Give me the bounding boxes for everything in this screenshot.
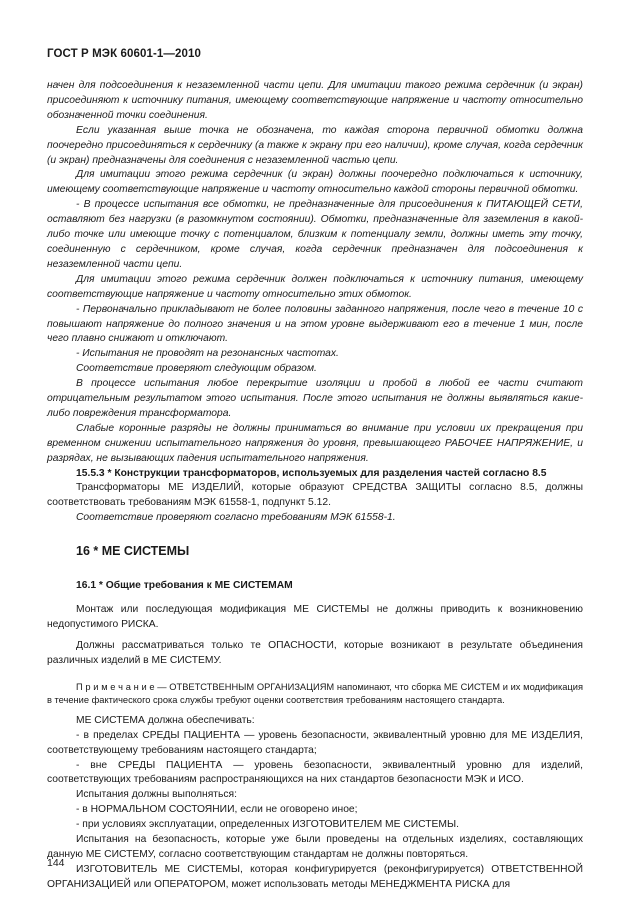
page-number: 144 [47,857,65,869]
list-item: - в НОРМАЛЬНОМ СОСТОЯНИИ, если не оговорено иное; [76,804,358,816]
paragraph: Для имитации этого режима сердечник (и экран) должны поочередно подключаться к источнику, имеющему соответствующие напряжение и частоту относительно каждой стороны первичной обмотки. [47,169,583,196]
paragraph: Испытания на безопасность, которые уже были проведены на отдельных изделиях, составляющих данную МЕ СИСТЕМУ, согласно соответствующим стандартам не должны повторяться. [47,834,583,860]
paragraph: Соответствие проверяют следующим образом. [76,363,317,375]
list-item: - в пределах СРЕДЫ ПАЦИЕНТА — уровень безопасности, эквивалентный уровню для МЕ ИЗДЕЛИЯ, соответствующему требованиям настоящего стандарта; [47,729,583,756]
paragraph: начен для подсоединения к незаземленной части цепи. Для имитации такого режима сердечник (и экран) присоединяют к источнику питания, имеющему соответствующие напряжение и частоту относительно обозначенной точки соединения. [47,80,583,121]
subsection-heading: 16.1 * Общие требования к МЕ СИСТЕМАМ [76,580,293,592]
paragraph: ИЗГОТОВИТЕЛЬ МЕ СИСТЕМЫ, которая конфигурируется (реконфигурируется) ОТВЕТСТВЕННОЙ ОРГАНИЗАЦИЕЙ или ОПЕРАТОРОМ, может использовать методы МЕНЕДЖМЕНТА РИСКА для [47,863,583,890]
paragraph: Слабые коронные разряды не должны приниматься во внимание при условии их прекращения при временном снижении испытательного напряжения до уровня, превышающего РАБОЧЕЕ НАПРЯЖЕНИЕ, и разрядах, не вызывающих падения испытательного напряжения. [47,422,583,464]
note-text: ОТВЕТСТВЕННЫМ ОРГАНИЗАЦИЯМ напоминают, что сборка МЕ СИСТЕМ и их модификация в течение фактического срока службы требуют оценки соответствия требованиям настоящего стандарта. [47,681,583,706]
paragraph: - Первоначально прикладывают не более половины заданного напряжения, после чего в течение 10 с повышают напряжение до полного значения и на этом уровне выдерживают его в течение 1 мин, после чего плавно снижают и отключают. [47,303,583,345]
paragraph: Монтаж или последующая модификация МЕ СИСТЕМЫ не должны приводить к возникновению недопустимого РИСКА. [47,604,583,631]
section-heading: 16 * МЕ СИСТЕМЫ [76,544,190,559]
list-item: - вне СРЕДЫ ПАЦИЕНТА — уровень безопасности, эквивалентный уровню для изделий, соответствующих требованиям распространяющихся на них стандартов безопасности МЭК и ИСО. [47,759,583,786]
paragraph: Если указанная выше точка не обозначена, то каждая сторона первичной обмотки должна поочередно присоединяться к сердечнику (а также к экрану при его наличии), кроме случая, когда сердечник (и экран) предназначены для соединения с незаземленной частью цепи. [47,124,583,166]
paragraph: В процессе испытания любое перекрытие изоляции и пробой в любой ее части считают отрицательным результатом этого испытания. После этого испытания не должны выявляться какие-либо повреждения трансформатора. [47,378,583,419]
paragraph: Трансформаторы МЕ ИЗДЕЛИЙ, которые образуют СРЕДСТВА ЗАЩИТЫ согласно 8.5, должны соответствовать требованиям МЭК 61558-1, подпункт 5.12. [47,482,583,509]
document-body [47,79,583,893]
paragraph: Должны рассматриваться только те ОПАСНОСТИ, которые возникают в результате объединения различных изделий в МЕ СИСТЕМУ. [47,640,583,666]
paragraph: МЕ СИСТЕМА должна обеспечивать: [76,714,255,726]
page-header: ГОСТ Р МЭК 60601-1—2010 [47,48,201,60]
paragraph: - В процессе испытания все обмотки, не предназначенные для присоединения к ПИТАЮЩЕЙ СЕТИ, оставляют без нагрузки (в разомкнутом состоянии). Обмотки, предназначенные для заземления в какой-либо точке или имеющие точку с потенциалом, близким к потенциалу земли, должны иметь эту точку, соединенную с сердечником, кроме случая, когда сердечник предназначен для подсоединения к незаземленной части цепи. [47,199,583,270]
list-item: - при условиях эксплуатации, определенных ИЗГОТОВИТЕЛЕМ МЕ СИСТЕМЫ. [76,819,459,831]
note [47,681,583,708]
paragraph: - Испытания не проводят на резонансных частотах. [76,348,339,360]
paragraph: Испытания должны выполняться: [76,789,237,801]
note-label: П р и м е ч а н и е — [76,681,167,692]
subclause-heading: 15.5.3 * Конструкции трансформаторов, используемых для разделения частей согласно 8.5 [76,467,547,479]
paragraph: Для имитации этого режима сердечник должен подключаться к источнику питания, имеющему соответствующие напряжение и частоту относительно этих обмоток. [47,273,583,300]
paragraph: Соответствие проверяют согласно требованиям МЭК 61558-1. [76,512,396,524]
